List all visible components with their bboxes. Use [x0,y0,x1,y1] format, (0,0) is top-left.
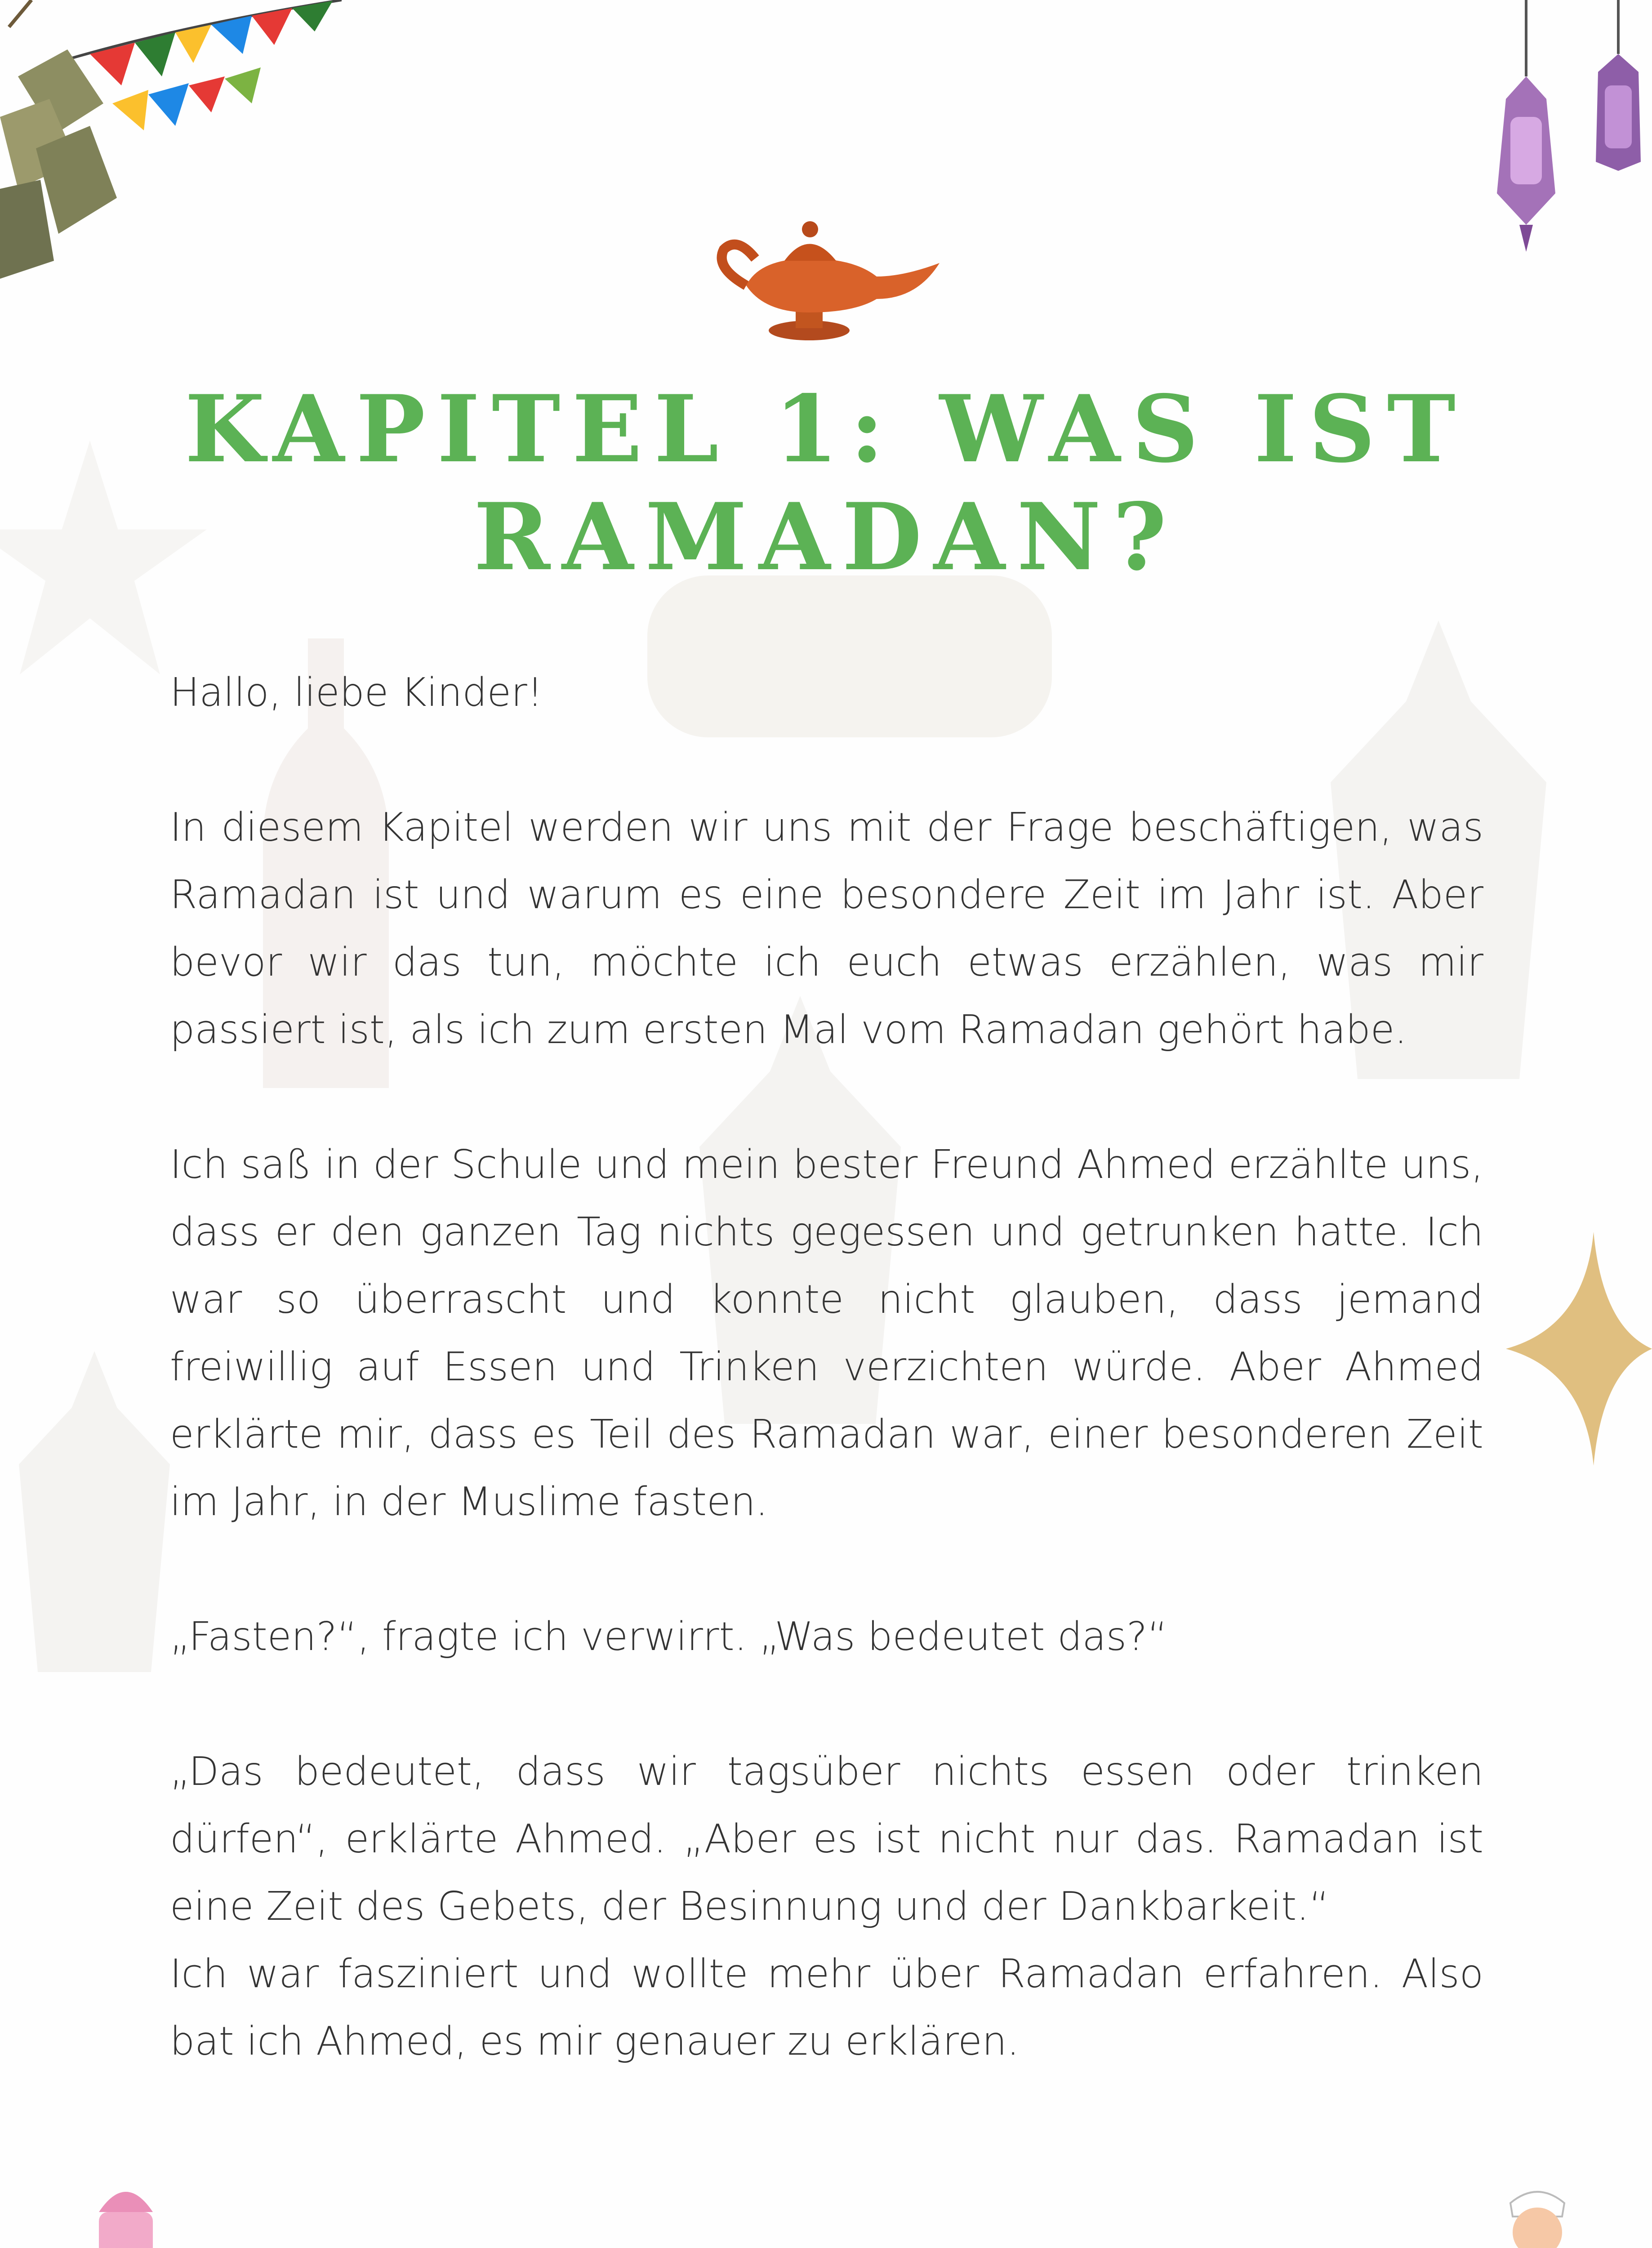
chapter-title [0,375,1652,591]
bunting-flags-icon [0,0,342,288]
lantern-watermark-icon [0,1326,189,1753]
chapter-body [170,659,1483,2075]
paragraph: „Fasten?“, fragte ich verwirrt. „Was bedeutet das?“ [170,1614,1168,1659]
mosque-icon [0,2158,405,2248]
magic-lamp-icon [706,209,940,344]
hanging-lanterns-icon [1483,0,1652,265]
praying-boy-icon [1483,2185,1591,2248]
chapter-title-line-2: RAMADAN? [473,483,1179,591]
paragraph: In diesem Kapitel werden wir uns mit der Frage beschäftigen, was Ramadan ist und warum es eine besondere Zeit im Jahr ist. Aber bevor wir das tun, möchte ich euch etwas erzählen, was mir passiert ist, als ich zum ersten Mal vom Ramadan gehört habe. [170,804,1483,1053]
paragraph: Hallo, liebe Kinder! [170,669,543,715]
paragraph: Ich war fasziniert und wollte mehr über Ramadan erfahren. Also bat ich Ahmed, es mir genauer zu erklären. [170,1951,1483,2064]
paragraph: „Das bedeutet, dass wir tagsüber nichts essen oder trinken dürfen“, erklärte Ahmed. „Aber es ist nicht nur das. Ramadan ist eine Zeit des Gebets, der Besinnung und der Dankbarkeit.“ [170,1748,1483,1929]
chapter-title-line-1: KAPITEL 1: WAS IST [184,375,1468,483]
paragraph: Ich saß in der Schule und mein bester Freund Ahmed erzählte uns, dass er den ganzen Tag nichts gegessen und getrunken hatte. Ich war so überrascht und konnte nicht glauben, dass jemand freiwillig auf Essen und Trinken verzichten würde. Aber Ahmed erklärte mir, dass es Teil des Ramadan war, einer besonderen Zeit im Jahr, in der Muslime fasten. [170,1142,1483,1525]
star-icon [1506,1232,1652,1466]
